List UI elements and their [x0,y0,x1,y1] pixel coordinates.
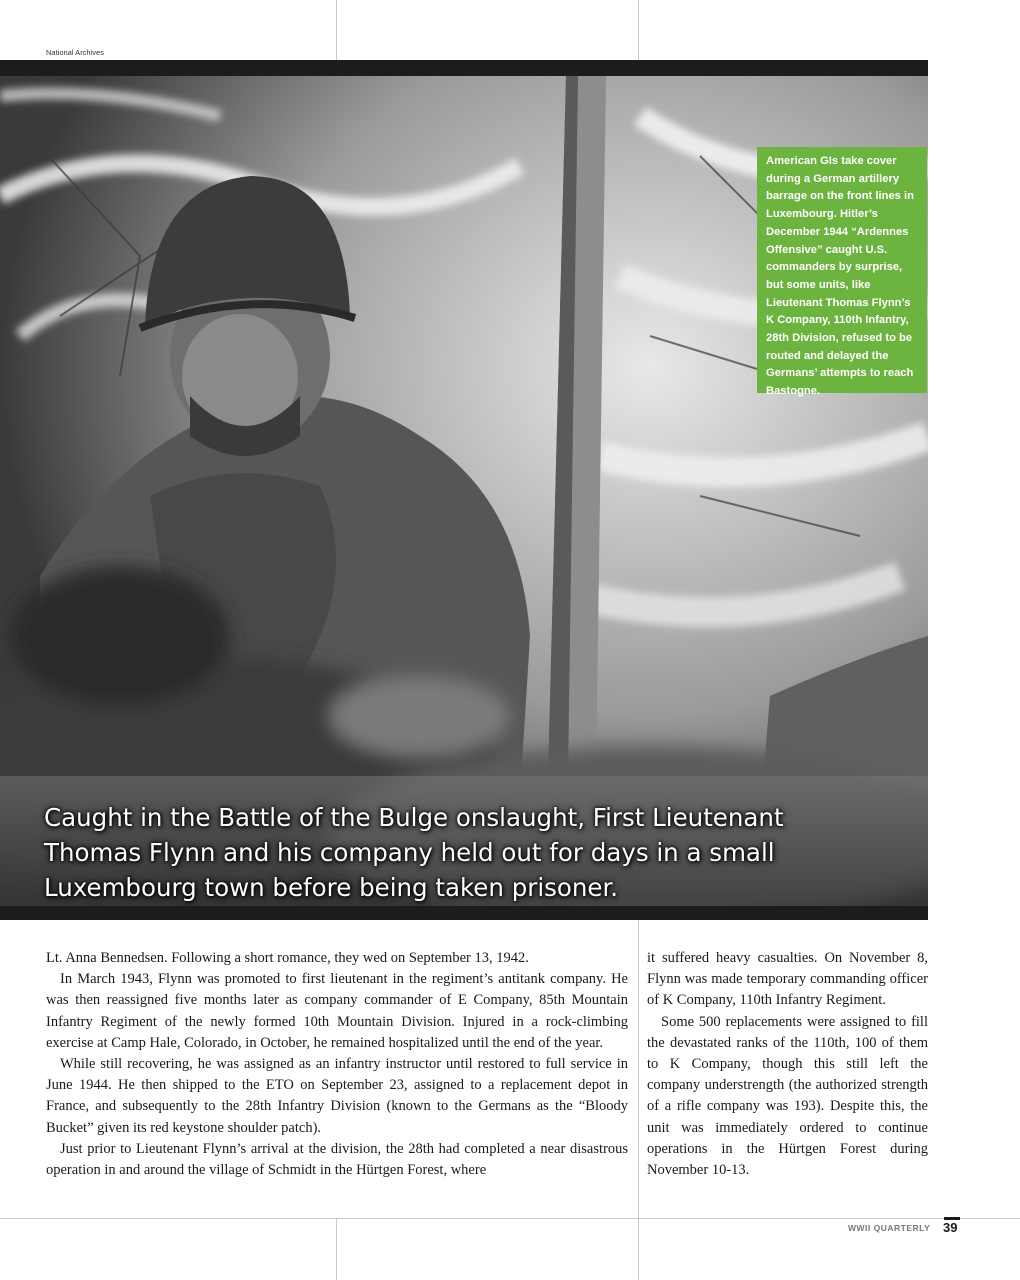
body-paragraph: Just prior to Lieutenant Flynn’s arrival at the division, the 28th had completed a near disastrous operation in and around the village of Schmidt in the Hürtgen Forest, where [46,1140,628,1179]
column-guide-right [638,920,639,1280]
photo-bottom-band [0,906,928,920]
photo-credit: National Archives [46,48,104,57]
article-column-left [46,948,628,1181]
page-number: 39 [943,1220,958,1235]
body-paragraph: While still recovering, he was assigned as an infantry instructor until restored to full service in June 1944. He then shipped to the ETO on September 23, assigned to a replacement depot in France, and subsequently to the 28th Infantry Division (known to the Germans as the “Bloody Bucket” given its red keystone shoulder patch). [46,1056,628,1136]
sidebar-caption: American GIs take cover during a German artillery barrage on the front lines in Luxembourg. Hitler’s December 1944 “Ardennes Offensive” caught U.S. commanders by surprise, but some units, like Lieutenant Thomas Flynn’s K Company, 110th Infantry, 28th Division, refused to be routed and delayed the Germans’ attempts to reach Bastogne. [757,147,927,393]
body-paragraph: Lt. Anna Bennedsen. Following a short romance, they wed on September 13, 1942. [46,950,529,966]
crop-guide-left [336,0,337,60]
bottom-guide-line [0,1218,1020,1219]
crop-guide-right [638,0,639,60]
magazine-name: WWII QUARTERLY [848,1223,931,1233]
body-paragraph: it suffered heavy casualties. On November 8, Flynn was made temporary commanding officer of K Company, 110th Infantry Regiment. [647,950,928,1009]
column-guide-left [336,1218,337,1280]
article-column-right [647,948,928,1181]
body-paragraph: Some 500 replacements were assigned to fill the devastated ranks of the 110th, 100 of them to K Company, though this still left the company understrength (the authorized strength of a rifle company was 193). Despite this, the unit was immediately ordered to continue operations in the Hürtgen Forest during November 10-13. [647,1013,928,1179]
photo-top-band [0,60,928,76]
body-paragraph: In March 1943, Flynn was promoted to first lieutenant in the regiment’s antitank company. He was then reassigned five months later as company commander of E Company, 85th Mountain Infantry Regiment of the newly formed 10th Mountain Division. Injured in a rock-climbing exercise at Camp Hale, Colorado, in October, he remained hospitalized until the end of the year. [46,971,628,1051]
photo-main-caption: Caught in the Battle of the Bulge onslaught, First Lieutenant Thomas Flynn and his company held out for days in a small Luxembourg town before being taken prisoner. [44,803,784,902]
